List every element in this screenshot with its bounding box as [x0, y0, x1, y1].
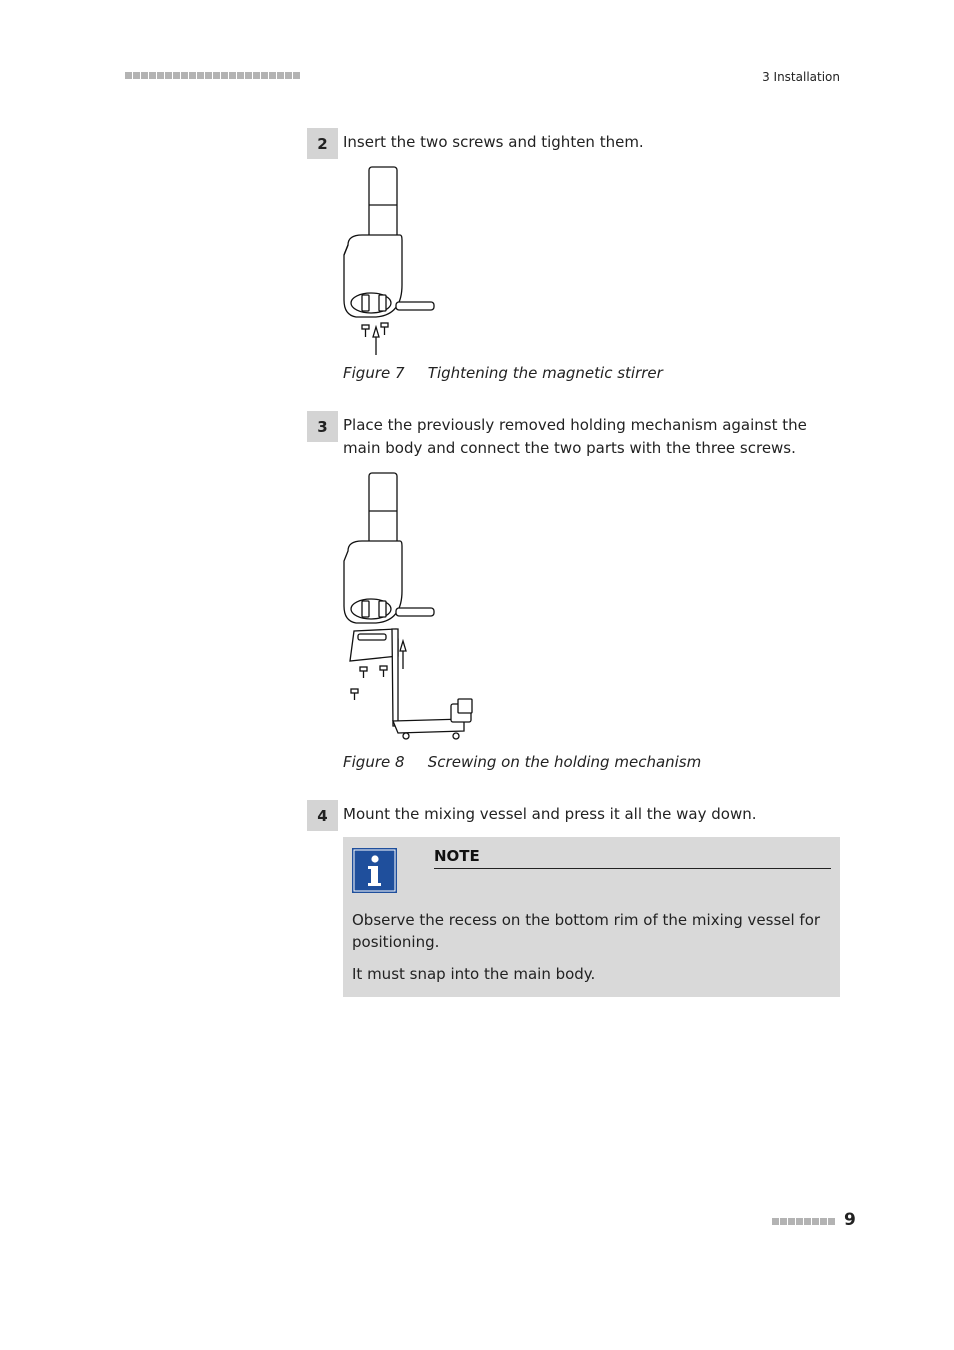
note-paragraph: Observe the recess on the bottom rim of the mixing vessel for positioning. [352, 911, 821, 951]
figure-title: Screwing on the holding mechanism [427, 753, 702, 771]
step-number: 4 [307, 800, 338, 831]
step-text: Place the previously removed holding mechanism against the main body and connect the two parts with the three screws. [343, 416, 807, 457]
figure-label: Figure 7 [343, 364, 405, 382]
figure-holding-mechanism [336, 471, 496, 749]
note-box [343, 837, 840, 997]
step-number: 2 [307, 128, 338, 159]
step-number: 3 [307, 411, 338, 442]
note-title: NOTE [434, 847, 831, 869]
step-text: Mount the mixing vessel and press it all the way down. [343, 805, 757, 823]
header-decoration [125, 72, 300, 80]
page-number: 9 [844, 1210, 856, 1230]
chapter-title: 3 Installation [762, 70, 840, 84]
step-text: Insert the two screws and tighten them. [343, 133, 644, 151]
footer-decoration [772, 1218, 835, 1225]
figure-tightening-stirrer [336, 165, 446, 360]
figure-caption [343, 364, 663, 382]
note-paragraph: It must snap into the main body. [352, 965, 596, 983]
figure-caption [343, 753, 701, 771]
figure-label: Figure 8 [343, 753, 405, 771]
info-icon [352, 848, 397, 893]
figure-title: Tightening the magnetic stirrer [427, 364, 663, 382]
